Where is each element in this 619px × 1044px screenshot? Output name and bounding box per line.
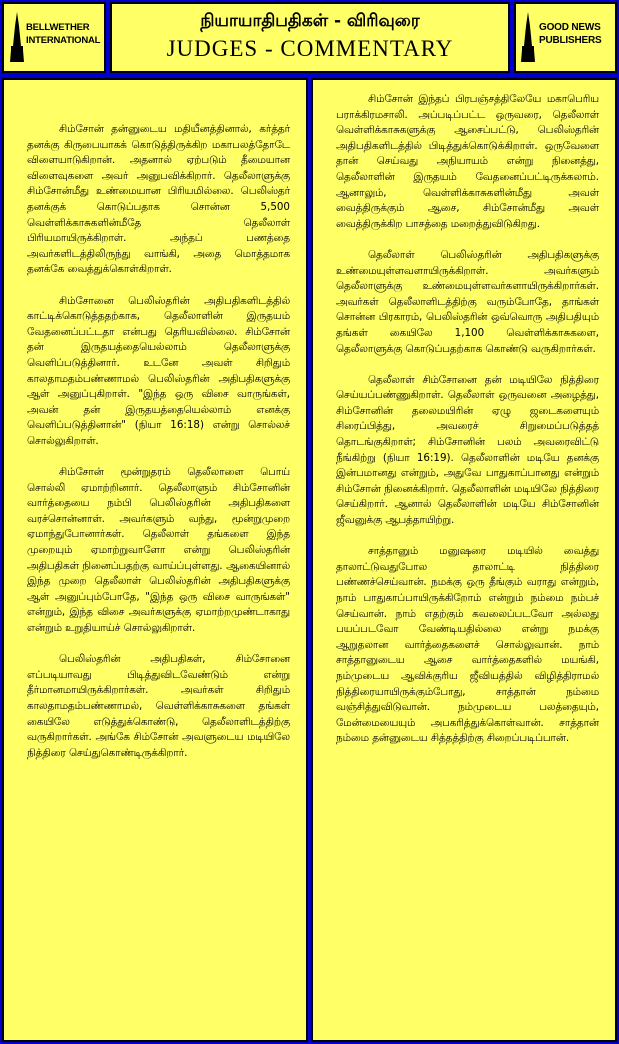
paragraph: சிம்சோன் தன்னுடைய மதியீனத்தினால், கர்த்தர் தனக்கு கிருபையாகக் கொடுத்திருக்கிற மகாபலத்தோடே விளையாடுகிறான். அதனால் ஏற்படும் தீமையான விளைவுகளை அவர் அனுபவிக்கிறார். தெலீலாளுக்கு சிம்சோன்மீது உண்மையான பிரியமில்லை. பெலிஸ்தர் தனக்குக் கொடுப்பதாக சொன்ன 5,500 வெள்ளிக்காசுகளின்மீதே தெலீலாள் பிரியமாயிருக்கிறாள். அந்தப் பணத்தை அவர்களிடத்திலிருந்து வாங்கி, அதை மொத்தமாக தனக்கே வைத்துக்கொள்கிறாள். (27, 123, 290, 276)
title-block (110, 2, 510, 73)
tower-icon (521, 12, 535, 62)
tower-icon (10, 12, 24, 62)
title-tamil: நியாயாதிபதிகள் - விரிவுரை (200, 11, 420, 31)
bellwether-logo-text: BELLWETHER INTERNATIONAL (26, 22, 101, 46)
paragraph: தெலீலாள் சிம்சோனை தன் மடியிலே நித்திரை செய்யப்பண்ணுகிறாள். தெலீலாள் ஒருவனை அழைத்து, சிம்சோனின் தலைமயிரின் ஏழு ஜடைகளையும் சிரைப்பித்து, அவரைச் சிறுமைப்படுத்தத் தொடங்குகிறாள்; சிம்சோனின் பலம் அவரைவிட்டு நீங்கிற்று (நியா 16:19). தெலீலாளின் மடியே தனக்கு இன்பமானது என்றும், அதுவே பாதுகாப்பானது என்றும் சிம்சோன் நினைக்கிறார். தெலீலாளின் மடியிலே நித்திரை செய்கிறார். ஆனால் தெலீலாளின் மடியே சிம்சோனின் ஜீவனுக்கு ஆபத்தாயிற்று. (336, 373, 599, 527)
paragraph: தெலீலாள் பெலிஸ்தரின் அதிபதிகளுக்கு உண்மையுள்ளவளாயிருக்கிறாள். அவர்களும் தெலீலாளுக்கு உண்மையுள்ளவர்களாயிருக்கிறார்கள். அவர்கள் தெலீலாளிடத்திற்கு வரும்போதே, தாங்கள் சொன்ன பிரகாரம், பெலிஸ்தரின் ஒவ்வொரு அதிபதியும் தங்கள் கையிலே 1,100 வெள்ளிக்காசுகளை, தெலீலாளுக்கு கொடுப்பதற்காக கொண்டு வருகிறார்கள். (336, 248, 599, 355)
paragraph: சிம்சோன் மூன்றுதரம் தெலீலாளை பொய் சொல்லி ஏமாற்றினார். தெலீலாளும் சிம்சோனின் வார்த்தையை நம்பி பெலிஸ்தரின் அதிபதிகளை வரச்சொன்னாள். அவர்களும் வந்து, மூன்றுமுறை ஏமாந்துபோனார்கள். தெலீலாள் தங்களை இந்த முறையும் ஏமாற்றுவாளோ என்று பெலிஸ்தரின் அதிபதிகள் நினைப்பதற்கு வாய்ப்புள்ளது. ஆகையினால் இந்த முறை தெலீலாள் பெலிஸ்தரின் அதிபதிகளுக்கு ஆள் அனுப்பும்போதே, "இந்த ஒரு விசை வாருங்கள்" என்றும், இந்த விசை அவர்களுக்கு ஏமாற்றமுண்டாகாது என்றும் உறுதியாய்ச் சொல்லுகிறாள். (27, 466, 290, 634)
paragraph: சிம்சோன் இந்தப் பிரபஞ்சத்திலேயே மகாபெரிய பராக்கிரமசாலி. அப்படிப்பட்ட ஒருவரை, தெலீலாள் வெள்ளிக்காசுகளுக்கு ஆசைப்பட்டு, பெலிஸ்தரின் அதிபதிகளிடத்தில் பிடித்துக்கொடுக்கிறாள். ஒருவேளை தான் செய்வது அநியாயம் என்று நினைத்து, தெலீலாளின் இருதயம் வேதனைப்பட்டிருக்கலாம். ஆனாலும், வெள்ளிக்காசுகளின்மீது அவள் வைத்திருக்கும் ஆசை, சிம்சோன்மீது அவள் வைத்திருக்கிற பாசத்தை மறைத்துவிடுகிறது. (336, 93, 599, 230)
paragraph: சிம்சோனை பெலிஸ்தரின் அதிபதிகளிடத்தில் காட்டிக்கொடுத்ததற்காக, தெலீலாளின் இருதயம் வேதனைப்பட்டதா என்பது தெரியவில்லை. சிம்சோன் தன் இருதயத்தையெல்லாம் தெலீலாளுக்கு வெளிப்படுத்தினார். உடனே அவள் சிறிதும் காலதாமதம்பண்ணாமல் பெலிஸ்தரின் அதிபதிகளுக்கு ஆள் அனுப்புகிறாள். "இந்த ஒரு விசை வாருங்கள், அவன் தன் இருதயத்தையெல்லாம் எனக்கு வெளிப்படுத்தினான்" (நியா 16:18) என்று சொல்லச் சொல்லுகிறாள். (27, 294, 290, 447)
good-news-logo-text: GOOD NEWS PUBLISHERS (539, 22, 602, 46)
paragraph: சாத்தானும் மனுஷரை மடியில் வைத்து தாலாட்டுவதுபோல தாலாட்டி நித்திரை பண்ணச்செய்வான். நமக்கு ஒரு தீங்கும் வராது என்றும், நாம் பாதுகாப்பாயிருக்கிறோம் என்றும் நம்மை நம்பச் செய்வான். நாம் எதற்கும் கவலைப்படவோ அல்லது பயப்படவோ வேண்டியதில்லை என்று நமக்கு ஆறுதலான வார்த்தைகளைச் சொல்லுவான். நாம் சாத்தானுடைய ஆசை வார்த்தைகளில் மயங்கி, நம்முடைய ஆவிக்குரிய ஜீவியத்தில் விழித்திராமல் நித்திரையாயிருக்கும்போது, சாத்தான் நம்மை வஞ்சித்துவிடுவான். நம்முடைய பலத்தையும், மேன்மையையும் அபகரித்துக்கொள்வான். சாத்தான் நம்மை தன்னுடைய சித்தத்திற்கு சிறைப்படிப்பான். (336, 545, 599, 745)
paragraph: பெலிஸ்தரின் அதிபதிகள், சிம்சோனை எப்படியாவது பிடித்துவிடவேண்டும் என்று தீர்மானமாயிருக்கிறார்கள். அவர்கள் சிறிதும் காலதாமதம்பண்ணாமல், வெள்ளிக்காசுகளை தங்கள் கையிலே எடுத்துக்கொண்டு, தெலீலாளிடத்திற்கு வருகிறார்கள். அங்கே சிம்சோன் அவளுடைய மடியிலே நித்திரை செய்துகொண்டிருக்கிறார். (27, 653, 290, 759)
left-column (2, 78, 308, 1042)
good-news-logo (514, 2, 617, 73)
bellwether-logo (2, 2, 106, 73)
title-english: JUDGES - COMMENTARY (166, 36, 454, 61)
right-column (311, 78, 617, 1042)
